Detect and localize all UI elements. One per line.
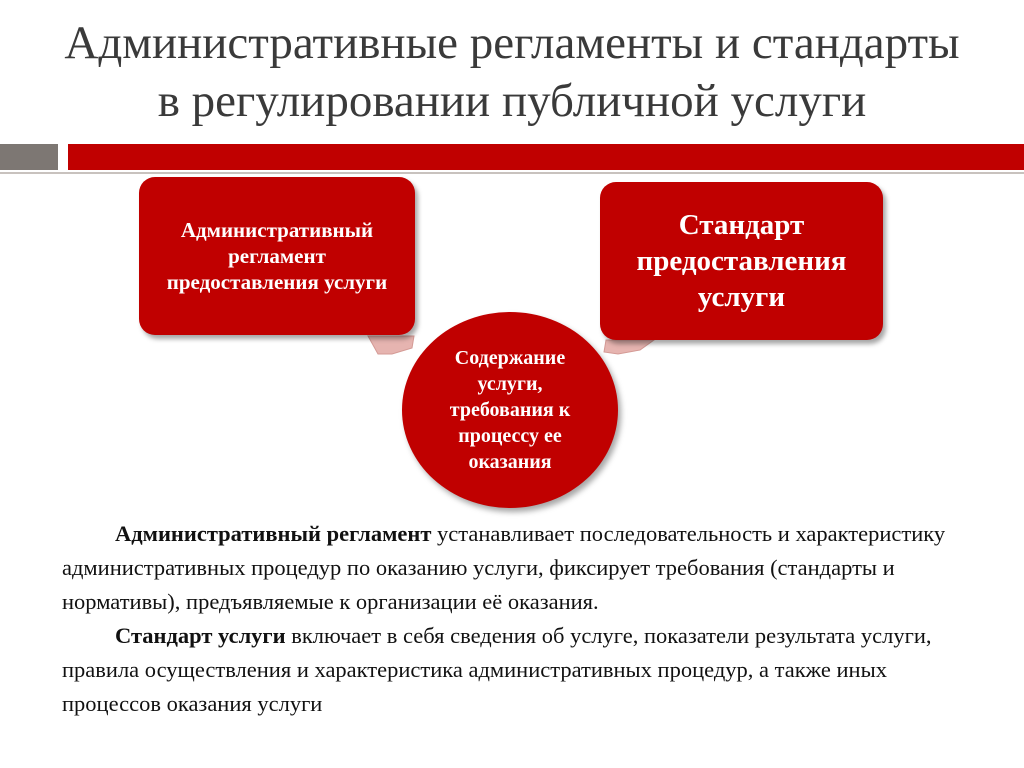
title-line-2: в регулировании публичной услуги <box>157 75 867 127</box>
service-standard-box <box>600 182 883 340</box>
paragraph-standard <box>62 619 962 721</box>
paragraph-regulation-text: устанавливает последовательность и характеристику административных процедур по оказанию услуги, фиксирует требования (стандарты и нормативы), предъявляемые к организации её оказания. <box>62 521 946 614</box>
body-text <box>62 517 962 721</box>
admin-regulation-label: Административный регламент предоставления услуги <box>166 218 388 294</box>
service-content-circle <box>402 312 618 508</box>
paragraph-standard-term: Стандарт услуги <box>115 623 286 648</box>
admin-regulation-box <box>139 177 415 335</box>
service-standard-label: Стандарт предоставления услуги <box>636 209 847 313</box>
title-line-1: Административные регламенты и стандарты <box>64 17 960 69</box>
paragraph-regulation <box>62 517 962 619</box>
paragraph-regulation-term: Административный регламент <box>115 521 432 546</box>
arrow-right-connector <box>604 340 654 354</box>
arrow-left-connector <box>368 336 414 354</box>
paragraph-standard-text: включает в себя сведения об услуге, показатели результата услуги, правила осуществления и характеристика административных процедур, а также иных процессов оказания услуги <box>62 623 932 716</box>
service-content-label: Содержание услуги, требования к процессу ее оказания <box>449 347 571 473</box>
